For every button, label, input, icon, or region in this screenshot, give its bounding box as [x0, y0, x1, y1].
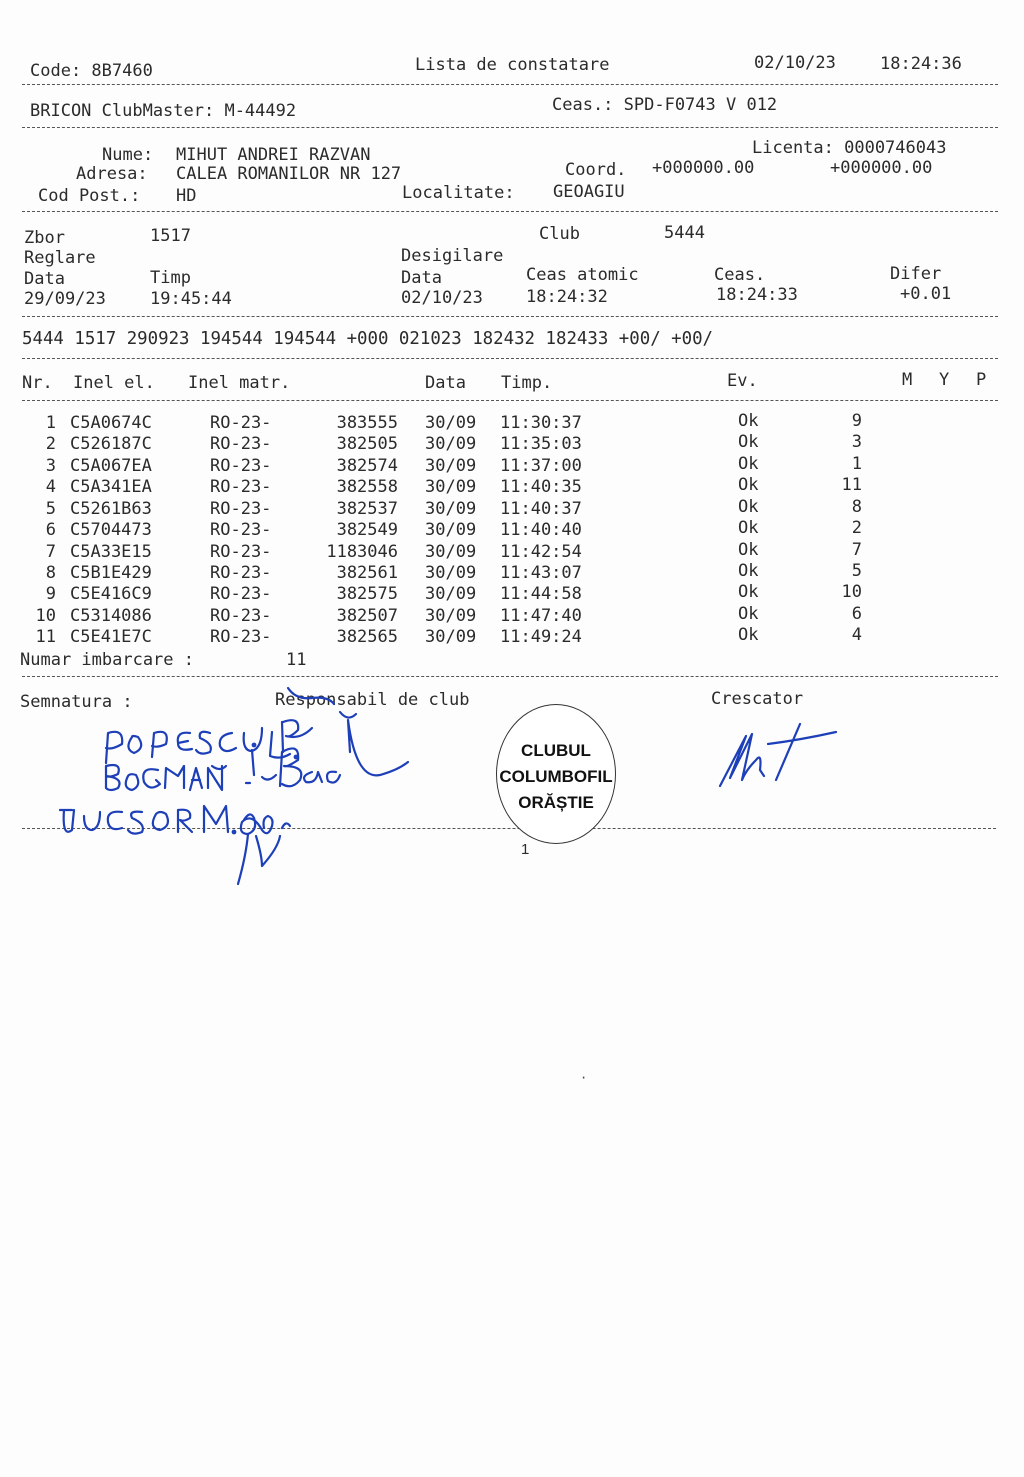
row-inel-matr: 382505 — [336, 434, 398, 454]
row-ev: Ok — [738, 411, 759, 431]
owner-address: CALEA ROMANILOR NR 127 — [176, 164, 402, 184]
club-responsible-label: Responsabil de club — [275, 690, 470, 710]
row-nr: 8 — [45, 563, 56, 583]
col-nr: Nr. — [22, 373, 53, 393]
stamp-line-3: ORĂȘTIE — [518, 793, 594, 812]
data-label: Data — [24, 269, 65, 289]
row-ev: Ok — [738, 497, 759, 517]
ceas-time: 18:24:33 — [716, 285, 798, 305]
row-prefix: RO-23- — [210, 434, 272, 454]
row-inel-matr: 382561 — [336, 563, 398, 583]
row-rank: 11 — [841, 475, 862, 495]
reglare-date: 29/09/23 — [24, 289, 106, 309]
row-inel-el: C5B1E429 — [70, 563, 152, 583]
row-ev: Ok — [738, 432, 759, 452]
row-rank: 6 — [851, 604, 862, 624]
atomic-time: 18:24:32 — [526, 287, 608, 307]
row-inel-matr: 382507 — [336, 606, 398, 626]
col-timp: Timp. — [501, 373, 553, 393]
row-time: 11:37:00 — [500, 456, 582, 476]
row-nr: 9 — [45, 584, 56, 604]
row-time: 11:40:35 — [500, 477, 582, 497]
row-date: 30/09 — [425, 520, 477, 540]
row-inel-el: C5E41E7C — [70, 627, 152, 647]
row-nr: 6 — [45, 520, 56, 540]
row-inel-matr: 383555 — [336, 413, 398, 433]
col-p: P — [976, 370, 987, 390]
row-date: 30/09 — [425, 499, 477, 519]
row-inel-el: C5261B63 — [70, 499, 152, 519]
row-prefix: RO-23- — [210, 606, 272, 626]
row-inel-el: C5A33E15 — [70, 542, 152, 562]
total-label: Numar imbarcare : — [20, 650, 194, 670]
row-rank: 9 — [851, 411, 862, 431]
zbor-value: 1517 — [150, 226, 191, 246]
locality-label: Localitate: — [402, 183, 515, 203]
row-prefix: RO-23- — [210, 542, 272, 562]
desigilare-label: Desigilare — [401, 246, 504, 266]
row-prefix: RO-23- — [210, 477, 272, 497]
print-date: 02/10/23 — [754, 53, 836, 73]
row-ev: Ok — [738, 604, 759, 624]
code-text: Code: 8B7460 — [30, 61, 153, 81]
locality: GEOAGIU — [553, 182, 625, 202]
row-prefix: RO-23- — [210, 456, 272, 476]
row-rank: 10 — [841, 582, 862, 602]
row-date: 30/09 — [425, 413, 477, 433]
row-time: 11:40:37 — [500, 499, 582, 519]
row-prefix: RO-23- — [210, 520, 272, 540]
row-inel-el: C526187C — [70, 434, 152, 454]
stamp-line-2: COLUMBOFIL — [499, 767, 613, 786]
row-ev: Ok — [738, 454, 759, 474]
row-inel-matr: 382565 — [336, 627, 398, 647]
row-rank: 2 — [851, 518, 862, 538]
row-time: 11:30:37 — [500, 413, 582, 433]
coord-2: +000000.00 — [830, 158, 933, 178]
coord-1: +000000.00 — [652, 158, 755, 178]
row-inel-el: C5314086 — [70, 606, 152, 626]
row-inel-el: C5E416C9 — [70, 584, 152, 604]
row-prefix: RO-23- — [210, 413, 272, 433]
clock-text: Ceas.: SPD-F0743 V 012 — [552, 95, 778, 115]
stray-mark: · — [580, 1071, 588, 1085]
row-inel-matr: 1183046 — [326, 542, 398, 562]
row-date: 30/09 — [425, 584, 477, 604]
page-number: 1 — [521, 841, 530, 858]
col-y: Y — [939, 370, 950, 390]
data2-label: Data — [401, 268, 442, 288]
row-nr: 1 — [45, 413, 56, 433]
row-time: 11:44:58 — [500, 584, 582, 604]
row-time: 11:47:40 — [500, 606, 582, 626]
address-label: Adresa: — [76, 164, 148, 184]
row-inel-matr: 382575 — [336, 584, 398, 604]
row-nr: 7 — [45, 542, 56, 562]
row-ev: Ok — [738, 625, 759, 645]
row-time: 11:42:54 — [500, 542, 582, 562]
system-text: BRICON ClubMaster: M-44492 — [30, 101, 297, 121]
owner-name: MIHUT ANDREI RAZVAN — [176, 145, 371, 165]
difer-value: +0.01 — [900, 284, 952, 304]
row-inel-matr: 382549 — [336, 520, 398, 540]
print-time: 18:24:36 — [880, 54, 962, 74]
row-ev: Ok — [738, 561, 759, 581]
ceas-atomic-label: Ceas atomic — [526, 265, 639, 285]
row-time: 11:40:40 — [500, 520, 582, 540]
club-label: Club — [539, 224, 580, 244]
row-prefix: RO-23- — [210, 584, 272, 604]
col-data: Data — [425, 373, 466, 393]
row-nr: 3 — [45, 456, 56, 476]
row-nr: 10 — [35, 606, 56, 626]
name-label: Nume: — [102, 145, 154, 165]
total-value: 11 — [286, 650, 307, 670]
row-date: 30/09 — [425, 477, 477, 497]
row-date: 30/09 — [425, 563, 477, 583]
row-rank: 1 — [851, 454, 862, 474]
row-inel-matr: 382558 — [336, 477, 398, 497]
row-nr: 5 — [45, 499, 56, 519]
row-rank: 3 — [851, 432, 862, 452]
row-rank: 8 — [851, 497, 862, 517]
row-time: 11:35:03 — [500, 434, 582, 454]
zbor-label: Zbor — [24, 228, 65, 248]
row-date: 30/09 — [425, 542, 477, 562]
row-inel-el: C5A067EA — [70, 456, 152, 476]
row-prefix: RO-23- — [210, 563, 272, 583]
row-prefix: RO-23- — [210, 627, 272, 647]
difer-label: Difer — [890, 264, 942, 284]
ceas-label: Ceas. — [714, 265, 766, 285]
col-inel-el: Inel el. — [73, 373, 155, 393]
row-date: 30/09 — [425, 606, 477, 626]
row-prefix: RO-23- — [210, 499, 272, 519]
row-inel-matr: 382574 — [336, 456, 398, 476]
row-inel-el: C5A341EA — [70, 477, 152, 497]
col-inel-matr: Inel matr. — [188, 373, 291, 393]
col-ev: Ev. — [727, 371, 758, 391]
row-rank: 4 — [851, 625, 862, 645]
postcode-label: Cod Post.: — [38, 186, 141, 206]
coord-label: Coord. — [565, 160, 627, 180]
code-line: 5444 1517 290923 194544 194544 +000 021023 182432 182433 +00/ +00/ — [22, 329, 714, 349]
document-title: Lista de constatare — [415, 55, 610, 75]
breeder-label: Crescator — [711, 689, 804, 709]
desigilare-date: 02/10/23 — [401, 288, 483, 308]
row-ev: Ok — [738, 582, 759, 602]
row-inel-el: C5A0674C — [70, 413, 152, 433]
row-nr: 2 — [45, 434, 56, 454]
signature-label: Semnatura : — [20, 692, 133, 712]
row-date: 30/09 — [425, 434, 477, 454]
col-m: M — [902, 370, 913, 390]
row-inel-matr: 382537 — [336, 499, 398, 519]
postcode: HD — [176, 186, 197, 206]
row-time: 11:43:07 — [500, 563, 582, 583]
row-ev: Ok — [738, 540, 759, 560]
row-rank: 7 — [851, 540, 862, 560]
row-date: 30/09 — [425, 627, 477, 647]
reglare-time: 19:45:44 — [150, 289, 232, 309]
club-value: 5444 — [664, 223, 705, 243]
row-ev: Ok — [738, 475, 759, 495]
row-inel-el: C5704473 — [70, 520, 152, 540]
reglare-label: Reglare — [24, 248, 96, 268]
licence-text: Licenta: 0000746043 — [752, 138, 947, 158]
row-date: 30/09 — [425, 456, 477, 476]
row-nr: 11 — [35, 627, 56, 647]
row-rank: 5 — [851, 561, 862, 581]
stamp-line-1: CLUBUL — [521, 741, 591, 760]
timp-label: Timp — [150, 268, 191, 288]
row-time: 11:49:24 — [500, 627, 582, 647]
row-nr: 4 — [45, 477, 56, 497]
row-ev: Ok — [738, 518, 759, 538]
